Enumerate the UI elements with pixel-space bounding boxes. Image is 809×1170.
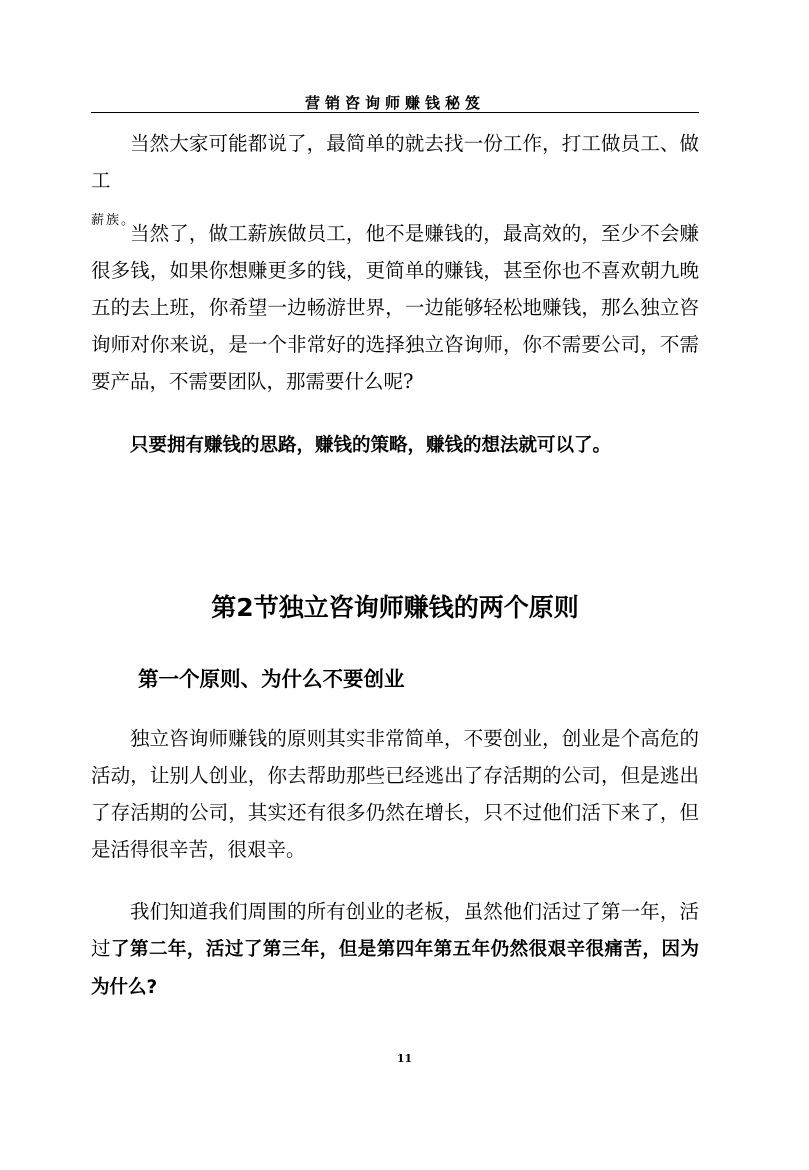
paragraph-5-bold: 了第二年，活过了第三年，但是第四年第五年仍然很艰辛很痛苦，因为为什么? xyxy=(91,939,699,998)
paragraph-5-normal: 我们知道我们周围的所有创业的老板，虽然他们活过了第一年，活过 xyxy=(91,900,699,960)
paragraph-1-line2: 薪族。 xyxy=(91,213,137,228)
running-header: 营销咨询师赚钱秘笈 xyxy=(304,94,485,112)
page-number: 11 xyxy=(396,1052,413,1065)
paragraph-2: 当然了，做工薪族做员工，他不是赚钱的，最高效的，至少不会赚很多钱，如果你想赚更多的钱，更简单的赚钱，甚至你也不喜欢朝九晚五的去上班，你希望一边畅游世界，一边能够轻松地赚钱，那么独立咨询师对你来说，是一个非常好的选择独立咨询师，你不需要公司，不需要产品，不需要团队，那需要什么呢? xyxy=(91,222,699,393)
paragraph-5 xyxy=(91,893,699,1006)
paragraph-4: 独立咨询师赚钱的原则其实非常简单，不要创业，创业是个高危的活动，让别人创业，你去帮助那些已经逃出了存活期的公司，但是逃出了存活期的公司，其实还有很多仍然在增长，只不过他们活下来了，但是活得很辛苦，很艰辛。 xyxy=(91,727,699,861)
header-rule xyxy=(91,112,699,113)
paragraph-1-line1: 当然大家可能都说了，最简单的就去找一份工作，打工做员工、做工 xyxy=(91,132,699,192)
section-title: 第2节独立咨询师赚钱的两个原则 xyxy=(211,593,579,622)
subsection-title: 第一个原则、为什么不要创业 xyxy=(138,667,405,691)
paragraph-3: 只要拥有赚钱的思路，赚钱的策略，赚钱的想法就可以了。 xyxy=(130,435,612,456)
